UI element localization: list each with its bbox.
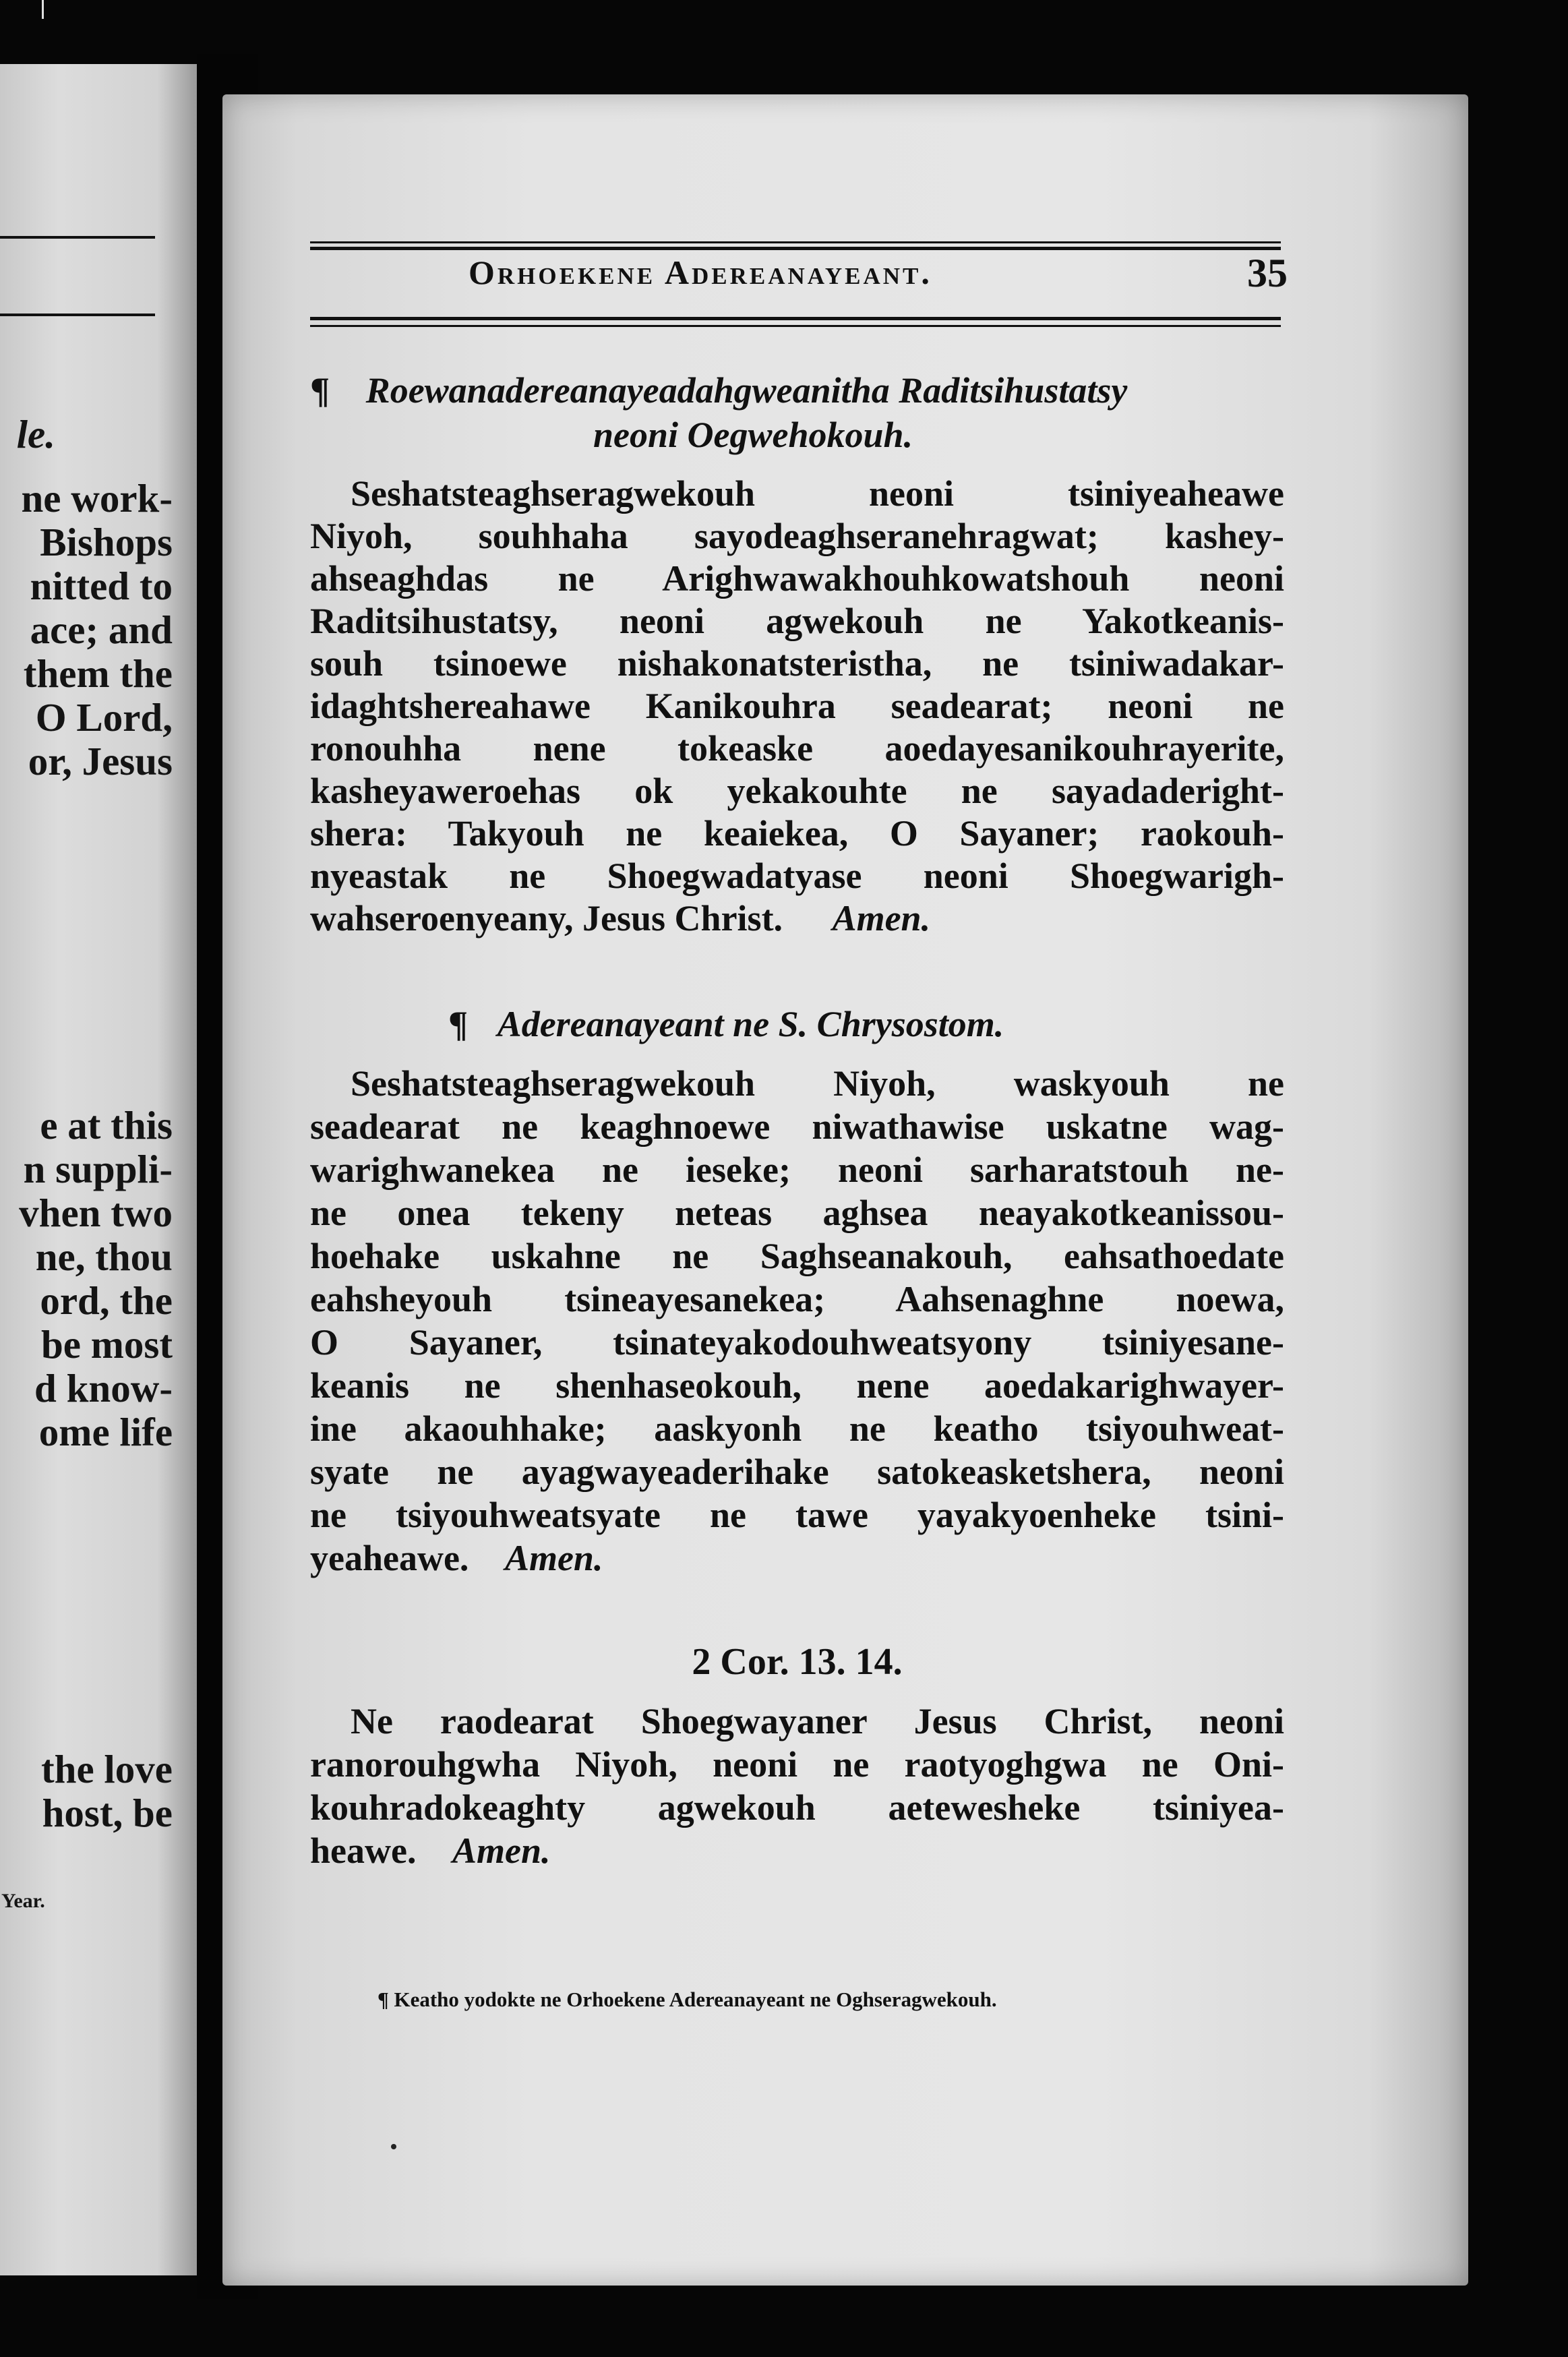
- section1-line: ronouhha nene tokeaske aoedayesanikouhrayerite,: [310, 728, 1284, 769]
- section1-line: Raditsihustatsy, neoni agwekouh ne Yakotkeanis-: [310, 601, 1284, 641]
- section1-heading-line1: [310, 372, 1127, 409]
- left-text-line: n suppli-: [23, 1147, 173, 1191]
- section2-last-text: yeaheawe.: [310, 1538, 469, 1578]
- amen-text: Amen.: [452, 1830, 551, 1871]
- left-text-line: Bishops: [40, 520, 173, 564]
- section3-last-line: [310, 1832, 1284, 1869]
- left-text-line: d know-: [34, 1366, 173, 1410]
- left-text-line: e at this: [40, 1103, 173, 1147]
- left-text-line: Year.: [1, 1890, 45, 1912]
- left-text-line: be most: [40, 1322, 173, 1367]
- left-text-line: ace; and: [30, 607, 173, 652]
- section2-line: ne onea tekeny neteas aghsea neayakotkeanissou-: [310, 1193, 1284, 1233]
- section2-line: hoehake uskahne ne Saghseanakouh, eahsathoedate: [310, 1236, 1284, 1276]
- section1-line: idaghtshereahawe Kanikouhra seadearat; neoni ne: [310, 686, 1284, 726]
- section1-heading-text: Roewanadereanayeadahgweanitha Raditsihustatsy: [365, 370, 1128, 411]
- section2-line: O Sayaner, tsinateyakodouhweatsyony tsiniyesane-: [310, 1322, 1284, 1363]
- footnote: ¶ Keatho yodokte ne Orhoekene Adereanayeant ne Oghseragwekouh.: [378, 1988, 997, 2011]
- section1-last-text: wahseroenyeany, Jesus Christ.: [310, 898, 783, 938]
- section2-heading: [448, 1006, 1004, 1042]
- section1-line: shera: Takyouh ne keaiekea, O Sayaner; raokouh-: [310, 813, 1284, 854]
- left-text-line: the love: [41, 1747, 173, 1791]
- section2-last-line: [310, 1540, 1284, 1576]
- pilcrow-icon: ¶: [448, 1004, 469, 1044]
- book-page: [222, 94, 1468, 2286]
- left-text-line: host, be: [42, 1791, 173, 1835]
- section1-line: nyeastak ne Shoegwadatyase neoni Shoegwarigh-: [310, 856, 1284, 896]
- section2-line: eahsheyouh tsineayesanekea; Aahsenaghne noewa,: [310, 1279, 1284, 1319]
- header-rule-bottom: [310, 317, 1281, 320]
- section3-line: Ne raodearat Shoegwayaner Jesus Christ, neoni: [351, 1701, 1284, 1741]
- section1-line: Seshatsteaghseragwekouh neoni tsiniyeaheawe: [351, 473, 1284, 514]
- pilcrow-icon: ¶: [310, 370, 330, 411]
- section2-line: Seshatsteaghseragwekouh Niyoh, waskyouh ne: [351, 1063, 1284, 1104]
- section1-heading-line2: neoni Oegwehokouh.: [593, 415, 913, 455]
- page-number: 35: [1247, 251, 1288, 295]
- section2-line: ine akaouhhake; aaskyonh ne keatho tsiyouhweat-: [310, 1408, 1284, 1449]
- left-text-line: le.: [16, 412, 55, 456]
- section1-line: souh tsinoewe nishakonatsteristha, ne tsiniwadakar-: [310, 643, 1284, 684]
- running-head: [310, 251, 1288, 307]
- header-rule-top-thick: [310, 247, 1281, 250]
- left-text-line: ne work-: [21, 476, 173, 520]
- amen-text: Amen.: [504, 1538, 603, 1578]
- left-text-line: O Lord,: [35, 695, 173, 740]
- section3-last-text: heawe.: [310, 1830, 417, 1871]
- left-text-line: them the: [23, 651, 173, 696]
- section2-line: syate ne ayagwayeaderihake satokeasketshera, neoni: [310, 1452, 1284, 1492]
- section2-line: keanis ne shenhaseokouh, nene aoedakarighwayer-: [310, 1365, 1284, 1406]
- running-title: Orhoekene Adereanayeant.: [469, 253, 932, 291]
- left-text-line: ome life: [38, 1410, 173, 1454]
- section3-line: ranorouhgwha Niyoh, neoni ne raotyoghgwa ne Oni-: [310, 1744, 1284, 1785]
- scripture-reference: 2 Cor. 13. 14.: [692, 1641, 903, 1683]
- section2-heading-text: Adereanayeant ne S. Chrysostom.: [497, 1004, 1004, 1044]
- section2-line: seadearat ne keaghnoewe niwathawise uskatne wag-: [310, 1106, 1284, 1147]
- left-rule-top: [0, 236, 155, 239]
- section2-line: ne tsiyouhweatsyate ne tawe yayakyoenheke tsini-: [310, 1495, 1284, 1535]
- left-text-line: nitted to: [30, 564, 173, 608]
- left-text-line: vhen two: [19, 1191, 173, 1235]
- section1-last-line: [310, 900, 1284, 936]
- left-text-line: ord, the: [40, 1278, 173, 1323]
- crop-mark: [42, 0, 44, 19]
- amen-text: Amen.: [832, 898, 931, 938]
- header-rule-top: [310, 241, 1281, 243]
- left-text-line: or, Jesus: [28, 739, 173, 783]
- left-text-line: ne, thou: [35, 1234, 173, 1279]
- section1-line: Niyoh, souhhaha sayodeaghseranehragwat; kashey-: [310, 516, 1284, 556]
- section2-line: warighwanekea ne ieseke; neoni sarharatstouh ne-: [310, 1150, 1284, 1190]
- section1-line: kasheyaweroehas ok yekakouhte ne sayadaderight-: [310, 771, 1284, 811]
- section3-line: kouhradokeaghty agwekouh aeteweshekе tsiniyea-: [310, 1787, 1284, 1828]
- section1-line: ahseaghdas ne Arighwawakhouhkowatshouh neoni: [310, 558, 1284, 599]
- page-speck: [391, 2144, 396, 2149]
- header-rule-bottom-thin: [310, 325, 1281, 327]
- left-facing-page: [0, 64, 197, 2275]
- left-rule-bottom: [0, 314, 155, 316]
